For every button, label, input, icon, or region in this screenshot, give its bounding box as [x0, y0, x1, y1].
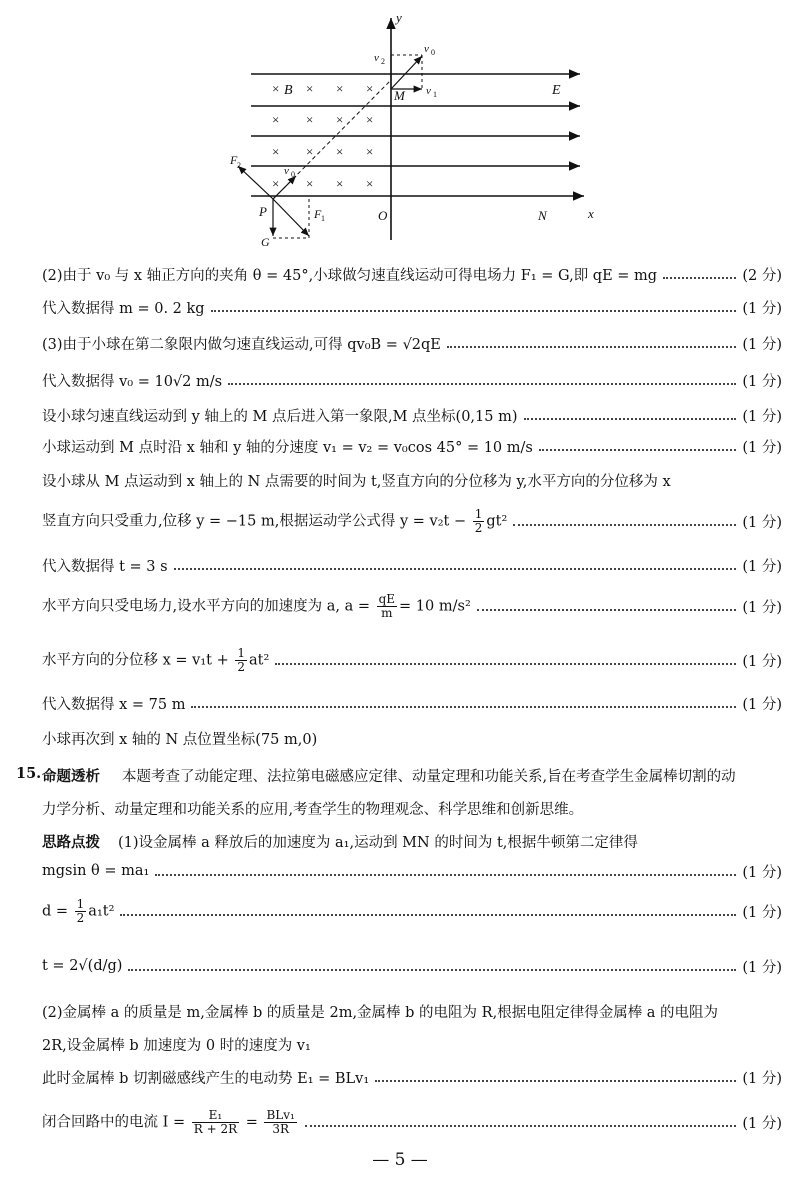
score: (1 分)	[742, 373, 782, 390]
line-text: 设小球匀速直线运动到 y 轴上的 M 点后进入第一象限,M 点坐标(0,15 m)	[42, 408, 518, 425]
label-v0-P-sub: 0	[291, 170, 295, 179]
line-text	[42, 593, 471, 620]
score: (2 分)	[742, 267, 782, 284]
label-F1: F	[314, 207, 322, 221]
label-N: N	[538, 208, 547, 223]
numerator: 1	[474, 506, 483, 521]
q15-eq2	[42, 897, 782, 925]
page-number: — 5 —	[372, 1150, 428, 1170]
label-v0-P: v	[284, 165, 289, 177]
fraction	[235, 647, 247, 674]
cross: ×	[336, 176, 344, 191]
line-text: (2)由于 v₀ 与 x 轴正方向的夹角 θ = 45°,小球做匀速直线运动可得电场力 F₁ = G,即 qE = mg	[42, 267, 658, 284]
cross: ×	[272, 112, 280, 127]
line-text: 代入数据得 m = 0. 2 kg	[42, 300, 205, 317]
label-v0-M: v	[424, 43, 429, 55]
equation: 此时金属棒 b 切割磁感线产生的电动势 E₁ = BLv₁	[42, 1070, 370, 1087]
label-P: P	[259, 204, 267, 219]
score: (1 分)	[742, 439, 782, 456]
physics-diagram	[226, 8, 598, 248]
leader-dots	[524, 418, 737, 420]
cross: ×	[306, 176, 314, 191]
line-text: 小球运动到 M 点时沿 x 轴和 y 轴的分速度 v₁ = v₂ = v₀cos 45° = 10 m/s	[42, 439, 533, 456]
label-v2-sub: 2	[381, 57, 385, 66]
F2-arrow	[238, 166, 273, 199]
F1-arrow	[273, 199, 309, 236]
leader-dots	[128, 969, 736, 971]
leader-dots	[539, 449, 737, 451]
q15-eq3	[42, 952, 782, 980]
label-v2: v	[374, 52, 379, 64]
line-13: 小球再次到 x 轴的 N 点位置坐标(75 m,0)	[42, 732, 318, 748]
line-2	[42, 293, 782, 321]
score: (1 分)	[742, 336, 782, 353]
line-3	[42, 329, 782, 357]
label-F2-sub: 2	[237, 161, 241, 170]
equation-post: a₁t²	[88, 903, 115, 919]
leader-dots	[155, 874, 736, 876]
score: (1 分)	[742, 1070, 782, 1087]
q15-hint-text: (1)设金属棒 a 释放后的加速度为 a₁,运动到 MN 的时间为 t,根据牛顿第二定律得	[118, 835, 638, 851]
leader-dots	[211, 310, 737, 312]
line-text-post: at²	[249, 652, 270, 668]
label-B: B	[284, 83, 293, 98]
equation	[42, 1109, 299, 1136]
line-6	[42, 432, 782, 460]
leader-dots	[174, 568, 737, 570]
q15-number: 15.	[16, 765, 42, 782]
denominator: 2	[474, 520, 483, 535]
cross: ×	[366, 144, 374, 159]
score: (1 分)	[742, 514, 782, 531]
numerator: E₁	[192, 1109, 239, 1123]
denominator: 3R	[272, 1121, 290, 1136]
leader-dots	[375, 1080, 736, 1082]
q15-emf	[42, 1063, 782, 1091]
cross: ×	[366, 81, 374, 96]
line-text	[42, 508, 507, 535]
cross: ×	[336, 81, 344, 96]
score: (1 分)	[742, 959, 782, 976]
leader-dots	[191, 706, 736, 708]
q15-part2-line1: (2)金属棒 a 的质量是 m,金属棒 b 的质量是 2m,金属棒 b 的电阻为 R,根据电阻定律得金属棒 a 的电阻为	[42, 1005, 719, 1021]
line-text: (3)由于小球在第二象限内做匀速直线运动,可得 qv₀B = √2qE	[42, 336, 441, 353]
numerator: qE	[378, 591, 396, 606]
score: (1 分)	[742, 599, 782, 616]
denominator: m	[381, 605, 393, 620]
fraction	[473, 508, 485, 535]
cross: ×	[272, 81, 280, 96]
cross: ×	[306, 112, 314, 127]
equation: mgsin θ = ma₁	[42, 863, 150, 879]
cross: ×	[306, 144, 314, 159]
score: (1 分)	[742, 300, 782, 317]
score: (1 分)	[742, 864, 782, 881]
score: (1 分)	[742, 653, 782, 670]
score: (1 分)	[742, 904, 782, 921]
line-text	[42, 647, 269, 674]
label-F1-sub: 1	[321, 214, 325, 223]
leader-dots	[513, 524, 736, 526]
line-12	[42, 689, 782, 717]
leader-dots	[663, 277, 736, 279]
q15-intro-line1: 本题考查了动能定理、法拉第电磁感应定律、动量定理和功能关系,旨在考查学生金属棒切割的动	[122, 769, 736, 785]
line-text: 代入数据得 v₀ = 10√2 m/s	[42, 373, 223, 390]
numerator: BLv₁	[266, 1107, 295, 1122]
line-text: 代入数据得 t = 3 s	[42, 558, 168, 575]
leader-dots	[120, 914, 736, 916]
numerator: 1	[76, 896, 85, 911]
label-v1-sub: 1	[433, 90, 437, 99]
denominator: 2	[76, 910, 85, 925]
line-text-post: = 10 m/s²	[399, 598, 471, 614]
leader-dots	[228, 383, 736, 385]
numerator: 1	[237, 645, 245, 660]
line-1	[42, 260, 782, 288]
q15-label: 命题透析	[42, 768, 100, 785]
score: (1 分)	[742, 1115, 782, 1132]
equation-mid: =	[241, 1114, 263, 1130]
score: (1 分)	[742, 696, 782, 713]
line-9	[42, 551, 782, 579]
label-F2: F	[230, 153, 238, 167]
cross: ×	[272, 144, 280, 159]
line-8	[42, 507, 782, 535]
leader-dots	[447, 346, 736, 348]
line-text-pre: 水平方向只受电场力,设水平方向的加速度为 a, a =	[42, 598, 375, 614]
leader-dots	[275, 663, 736, 665]
score: (1 分)	[742, 558, 782, 575]
v0-arrow-at-M	[391, 56, 422, 89]
line-5	[42, 401, 782, 429]
line-4	[42, 366, 782, 394]
line-text: 代入数据得 x = 75 m	[42, 696, 186, 713]
label-v0-M-sub: 0	[431, 48, 435, 57]
q15-current	[42, 1108, 782, 1136]
label-O: O	[378, 208, 388, 223]
denominator: R + 2R	[193, 1121, 238, 1136]
fraction	[75, 898, 87, 925]
q15-part2-line2: 2R,设金属棒 b 加速度为 0 时的速度为 v₁	[42, 1038, 311, 1054]
fraction	[192, 1109, 239, 1136]
cross: ×	[272, 176, 280, 191]
x-axis-label: x	[588, 206, 594, 221]
line-10	[42, 592, 782, 620]
cross: ×	[366, 176, 374, 191]
equation-pre: d =	[42, 903, 73, 919]
line-7: 设小球从 M 点运动到 x 轴上的 N 点需要的时间为 t,竖直方向的分位移为 y,水平方向的分位移为 x	[42, 474, 671, 490]
cross: ×	[336, 112, 344, 127]
line-text-post: gt²	[486, 513, 508, 529]
line-text-pre: 水平方向的分位移 x = v₁t +	[42, 652, 234, 668]
equation-pre: 闭合回路中的电流 I =	[42, 1114, 190, 1130]
y-axis-label: y	[396, 10, 402, 25]
leader-dots	[477, 609, 737, 611]
fraction	[377, 593, 397, 620]
denominator: 2	[237, 659, 245, 674]
cross: ×	[336, 144, 344, 159]
label-E: E	[552, 83, 561, 98]
fraction	[264, 1109, 296, 1136]
cross: ×	[306, 81, 314, 96]
score: (1 分)	[742, 408, 782, 425]
q15-eq1	[42, 857, 782, 885]
equation: t = 2√(d/g)	[42, 958, 123, 974]
label-M: M	[394, 88, 405, 103]
equation	[42, 898, 114, 925]
line-11	[42, 646, 782, 674]
label-v1: v	[426, 85, 431, 97]
q15-hint-label: 思路点拨	[42, 834, 100, 851]
leader-dots	[305, 1125, 736, 1127]
label-G: G	[261, 235, 270, 248]
q15-intro-line2: 力学分析、动量定理和功能关系的应用,考查学生的物理观念、科学思维和创新思维。	[42, 802, 584, 818]
line-text-pre: 竖直方向只受重力,位移 y = −15 m,根据运动学公式得 y = v₂t −	[42, 513, 471, 529]
cross: ×	[366, 112, 374, 127]
